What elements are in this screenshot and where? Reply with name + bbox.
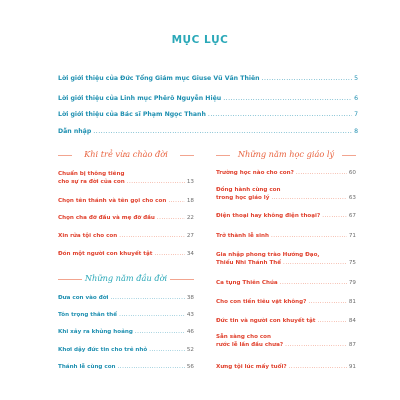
toc-entry-page: 87 bbox=[348, 342, 356, 348]
toc-entry bbox=[58, 198, 194, 204]
intro-entry bbox=[58, 128, 358, 135]
toc-entry bbox=[216, 364, 356, 370]
toc-entry-text: Đức tin và người con khuyết tật bbox=[216, 318, 316, 324]
toc-entry-page: 43 bbox=[186, 312, 194, 318]
toc-entry bbox=[58, 364, 194, 370]
intro-entry-text: Lời giới thiệu của Đức Tổng Giám mục Giuse Vũ Văn Thiên bbox=[58, 75, 260, 82]
intro-entry-text: Dẫn nhập bbox=[58, 128, 92, 135]
toc-entry bbox=[58, 170, 194, 186]
toc-entry-text: cho sự ra đời của con bbox=[58, 179, 125, 185]
leader-dots bbox=[93, 128, 352, 135]
toc-entry-text: Sẵn sàng cho con bbox=[216, 334, 272, 340]
leader-dots bbox=[119, 233, 185, 239]
leader-dots bbox=[285, 341, 347, 349]
toc-entry-page: 56 bbox=[186, 364, 194, 370]
section-heading: Những năm đầu đời bbox=[84, 273, 168, 283]
toc-entry-text: Chọn cha đỡ đầu và mẹ đỡ đầu bbox=[58, 215, 155, 221]
toc-entry-page: 60 bbox=[348, 170, 356, 176]
toc-entry-text: Điện thoại hay không điện thoại? bbox=[216, 213, 321, 219]
leader-dots bbox=[283, 259, 347, 267]
section-heading: Những năm học giáo lý bbox=[237, 149, 335, 159]
leader-dots bbox=[308, 299, 346, 305]
toc-entry-page: 18 bbox=[186, 198, 194, 204]
toc-entry-text: Thánh lễ cùng con bbox=[58, 364, 116, 370]
toc-entry-text: rước lễ lần đầu chưa? bbox=[216, 342, 284, 348]
intro-entry-page: 7 bbox=[354, 111, 358, 118]
leader-dots bbox=[135, 329, 185, 335]
toc-entry-text: Đồng hành cùng con bbox=[216, 187, 281, 193]
leader-dots bbox=[127, 178, 185, 186]
toc-entry-text: Khơi dậy đức tin cho trẻ nhỏ bbox=[58, 347, 148, 353]
toc-entry-page: 67 bbox=[348, 213, 356, 219]
toc-entry-text: Trở thành lễ sinh bbox=[216, 233, 269, 239]
toc-entry-text: Cho con tiền tiêu vặt không? bbox=[216, 299, 307, 305]
toc-entry-page: 84 bbox=[348, 318, 356, 324]
toc-entry-text: Khi xảy ra khủng hoảng bbox=[58, 329, 133, 335]
toc-entry-page: 34 bbox=[186, 251, 194, 257]
toc-entry bbox=[58, 347, 194, 353]
leader-dots bbox=[280, 280, 347, 286]
leader-dots bbox=[289, 364, 347, 370]
toc-entry-text: Chuẩn bị thông tiêng bbox=[58, 171, 125, 177]
toc-entry bbox=[58, 329, 194, 335]
intro-entry bbox=[58, 111, 358, 118]
toc-entry-text: Gia nhập phong trào Hướng Đạo, bbox=[216, 252, 320, 258]
toc-entry-page: 38 bbox=[186, 295, 194, 301]
toc-entry bbox=[216, 170, 356, 176]
intro-entry-text: Lời giới thiệu của Linh mục Phêrô Nguyễn Hiệu bbox=[58, 95, 222, 102]
leader-dots bbox=[208, 111, 352, 118]
toc-entry-text: Đón một người con khuyết tật bbox=[58, 251, 153, 257]
leader-dots bbox=[317, 318, 346, 324]
intro-entry-page: 5 bbox=[354, 75, 358, 82]
toc-entry-text: Tôn trọng thân thể bbox=[58, 312, 118, 318]
leader-dots bbox=[296, 170, 347, 176]
toc-entry-text: Đưa con vào đời bbox=[58, 295, 109, 301]
leader-dots bbox=[118, 364, 185, 370]
toc-entry bbox=[58, 233, 194, 239]
section-heading: Khi trẻ vừa chào đời bbox=[84, 149, 168, 159]
leader-dots bbox=[154, 251, 184, 257]
toc-entry-text: trong học giáo lý bbox=[216, 195, 270, 201]
toc-entry bbox=[58, 295, 194, 301]
toc-entry-text: Ca tụng Thiên Chúa bbox=[216, 280, 278, 286]
toc-entry bbox=[216, 213, 356, 219]
toc-entry-page: 81 bbox=[348, 299, 356, 305]
toc-entry-text: Chọn tên thánh và tên gọi cho con bbox=[58, 198, 167, 204]
toc-entry bbox=[216, 333, 356, 349]
toc-entry-text: Xin rửa tội cho con bbox=[58, 233, 118, 239]
leader-dots bbox=[223, 95, 352, 102]
intro-entry-text: Lời giới thiệu của Bác sĩ Phạm Ngọc Thanh bbox=[58, 111, 206, 118]
toc-entry-page: 27 bbox=[186, 233, 194, 239]
toc-entry-text: Trường học nào cho con? bbox=[216, 170, 294, 176]
toc-entry bbox=[58, 312, 194, 318]
toc-entry bbox=[58, 251, 194, 257]
toc-entry-page: 91 bbox=[348, 364, 356, 370]
intro-entry-page: 6 bbox=[354, 95, 358, 102]
leader-dots bbox=[271, 194, 347, 202]
toc-entry-page: 13 bbox=[186, 179, 194, 185]
toc-entry-text: Thiếu Nhi Thánh Thể bbox=[216, 260, 282, 266]
toc-entry-page: 71 bbox=[348, 233, 356, 239]
leader-dots bbox=[119, 312, 185, 318]
leader-dots bbox=[271, 233, 347, 239]
leader-dots bbox=[168, 198, 185, 204]
leader-dots bbox=[262, 75, 352, 82]
toc-entry-text: Xưng tội lúc mấy tuổi? bbox=[216, 364, 287, 370]
intro-entry-page: 8 bbox=[354, 128, 358, 135]
page-title: MỤC LỤC bbox=[171, 34, 229, 46]
toc-entry-page: 52 bbox=[186, 347, 194, 353]
intro-entry bbox=[58, 95, 358, 102]
toc-entry bbox=[216, 280, 356, 286]
toc-entry-page: 46 bbox=[186, 329, 194, 335]
toc-entry bbox=[216, 251, 356, 267]
leader-dots bbox=[149, 347, 185, 353]
toc-entry bbox=[58, 215, 194, 221]
leader-dots bbox=[110, 295, 184, 301]
toc-entry bbox=[216, 186, 356, 202]
toc-entry-page: 75 bbox=[348, 260, 356, 266]
leader-dots bbox=[157, 215, 185, 221]
toc-entry-page: 79 bbox=[348, 280, 356, 286]
toc-entry-page: 63 bbox=[348, 195, 356, 201]
toc-entry-page: 22 bbox=[186, 215, 194, 221]
toc-entry bbox=[216, 299, 356, 305]
toc-entry bbox=[216, 318, 356, 324]
leader-dots bbox=[322, 213, 347, 219]
intro-entry bbox=[58, 75, 358, 82]
toc-entry bbox=[216, 233, 356, 239]
